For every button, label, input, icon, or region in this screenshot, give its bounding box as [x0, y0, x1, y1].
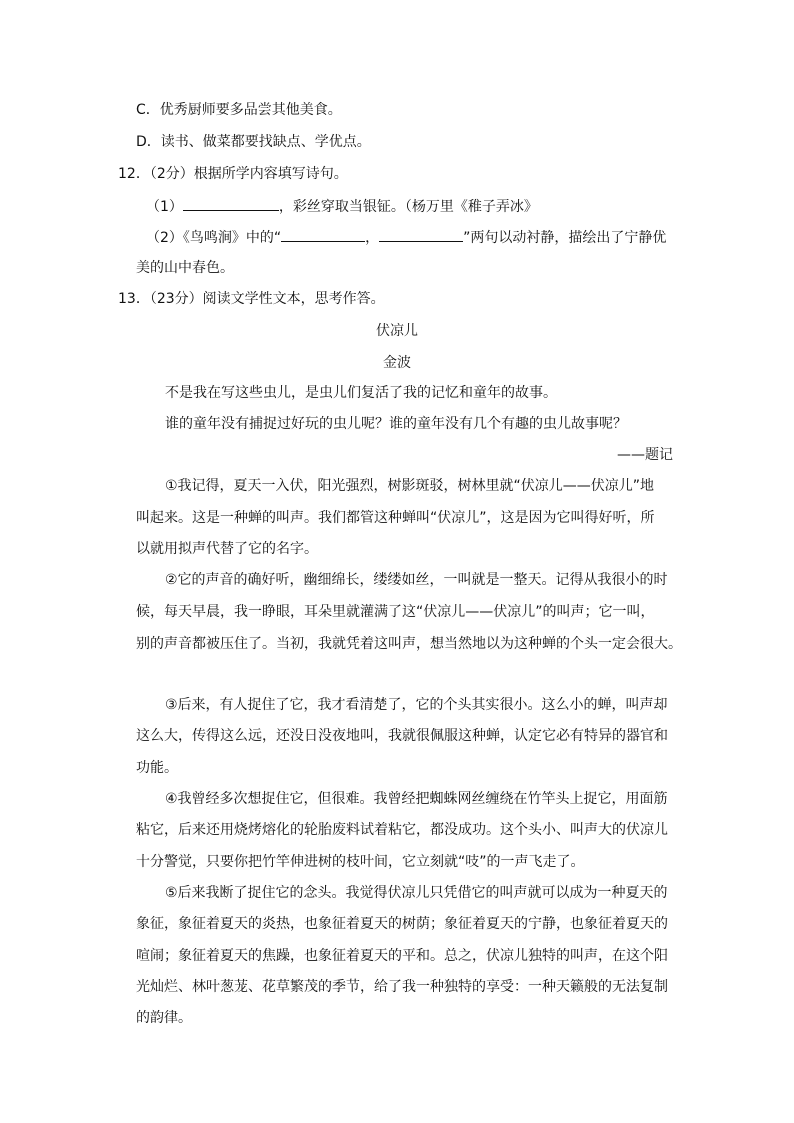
option-c: C．优秀厨师要多品尝其他美食。 [136, 102, 342, 118]
answer-blank[interactable] [379, 227, 463, 242]
paragraph-5-line: ⑤后来我断了捉住它的念头。我觉得伏凉儿只凭借它的叫声就可以成为一种夏天的 [165, 885, 668, 901]
item-2-head: （2）《鸟鸣涧》中的“ [146, 230, 282, 246]
article-title: 伏凉儿 [376, 323, 418, 339]
paragraph-5-line: 喧闹；象征着夏天的焦躁，也象征着夏天的平和。总之，伏凉儿独特的叫声，在这个阳 [136, 948, 668, 964]
paragraph-3-line: ③后来，有人捉住了它，我才看清楚了，它的个头其实很小。这么小的蝉，叫声却 [165, 697, 668, 713]
paragraph-2-line: 候，每天早晨，我一睁眼，耳朵里就灌满了这“伏凉儿——伏凉儿”的叫声；它一叫， [136, 604, 655, 620]
paragraph-4-line: ④我曾经多次想捉住它，但很难。我曾经把蜘蛛网丝缠绕在竹竿头上捉它，用面筋 [165, 791, 668, 807]
paragraph-2-line: 别的声音都被压住了。当初，我就凭着这叫声，想当然地以为这种蝉的个头一定会很大。 [136, 636, 682, 652]
article-author: 金波 [383, 355, 411, 371]
item-2-tail: ”两句以动衬静，描绘出了宁静优 [463, 230, 667, 246]
paragraph-2-line: ②它的声音的确好听，幽细绵长，缕缕如丝，一叫就是一整天。记得从我很小的时 [165, 572, 668, 588]
epigraph-signature: ——题记 [617, 447, 673, 463]
epigraph-line: 不是我在写这些虫儿，是虫儿们复活了我的记忆和童年的故事。 [165, 385, 557, 401]
item-2-mid: ， [365, 230, 380, 246]
paragraph-3-line: 功能。 [136, 760, 178, 776]
question-12-stem: 12．（2分）根据所学内容填写诗句。 [118, 166, 348, 182]
paragraph-1-line: 叫起来。这是一种蝉的叫声。我们都管这种蝉叫“伏凉儿”，这是因为它叫得好听，所 [136, 510, 655, 526]
question-12-item-2-continued: 美的山中春色。 [136, 260, 234, 276]
paragraph-1-line: ①我记得，夏天一入伏，阳光强烈，树影斑驳，树林里就“伏凉儿——伏凉儿”地 [165, 478, 655, 494]
item-1-text: ，彩丝穿取当银钲。（杨万里《稚子弄冰》 [278, 199, 538, 215]
paragraph-4-line: 粘它，后来还用烧烤熔化的轮胎废料试着粘它，都没成功。这个头小、叫声大的伏凉儿 [136, 822, 668, 838]
item-1-number: （1） [146, 199, 183, 215]
question-12-item-1 [146, 196, 538, 217]
paragraph-5-line: 光灿烂、林叶葱茏、花草繁茂的季节，给了我一种独特的享受：一种天籁般的无法复制 [136, 979, 668, 995]
paragraph-5-line: 象征，象征着夏天的炎热，也象征着夏天的树荫；象征着夏天的宁静，也象征着夏天的 [136, 916, 668, 932]
paragraph-4-line: 十分警觉，只要你把竹竿伸进树的枝叶间，它立刻就“吱”的一声飞走了。 [136, 854, 585, 870]
paragraph-5-line: 的韵律。 [136, 1010, 192, 1026]
paragraph-1-line: 以就用拟声代替了它的名字。 [136, 541, 318, 557]
option-d: D．读书、做菜都要找缺点、学优点。 [136, 134, 371, 150]
answer-blank[interactable] [183, 196, 279, 211]
paragraph-3-line: 这么大，传得这么远，还没日没夜地叫，我就很佩服这种蝉，认定它必有特异的器官和 [136, 728, 668, 744]
question-12-item-2 [146, 227, 666, 248]
answer-blank[interactable] [281, 227, 365, 242]
epigraph-line: 谁的童年没有捕捉过好玩的虫儿呢？谁的童年没有几个有趣的虫儿故事呢？ [165, 416, 627, 432]
question-13-stem: 13．（23分）阅读文学性文本，思考作答。 [118, 291, 385, 307]
